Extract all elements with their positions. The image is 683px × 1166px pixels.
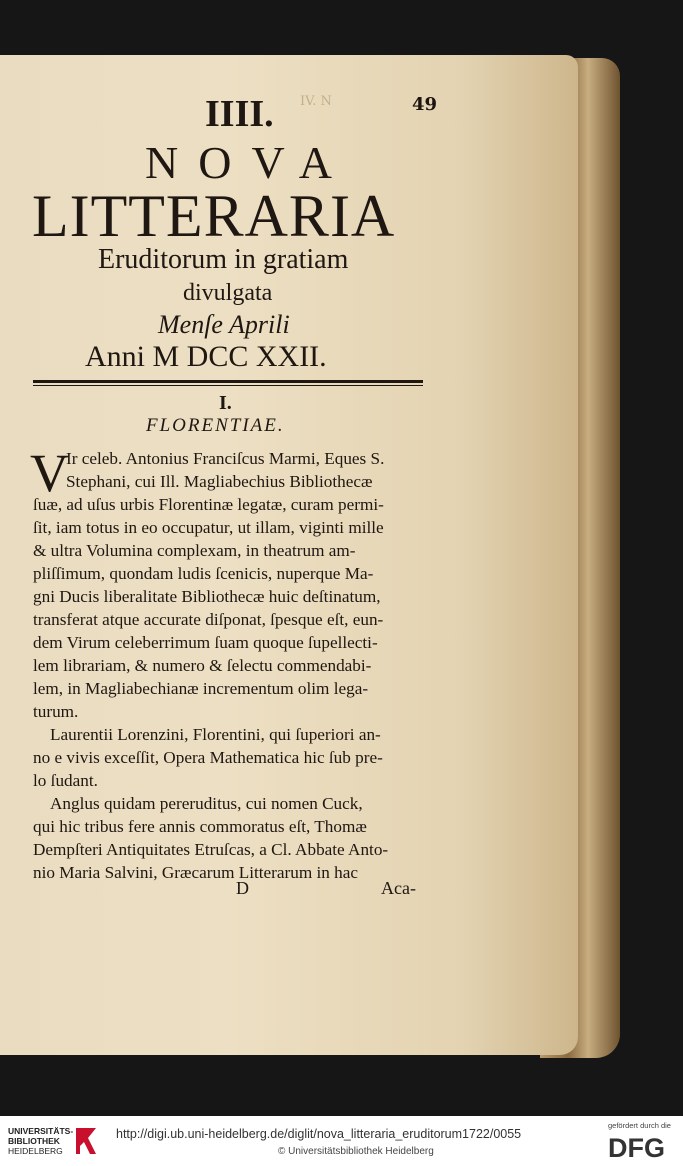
library-logo-icon <box>74 1124 100 1158</box>
body-line: ſit, iam totus in eo occupatur, ut illam, viginti mille <box>33 518 384 537</box>
body-line: nio Maria Salvini, Græcarum Litterarum in hac <box>33 863 359 882</box>
title-line-2: LITTERARIA <box>32 183 396 249</box>
body-line: no e vivis exceſſit, Opera Mathematica hic ſub pre- <box>33 748 383 767</box>
logo-line-3: HEIDELBERG <box>8 1146 63 1156</box>
body-line: Ir celeb. Antonius Franciſcus Marmi, Eques S. <box>66 449 385 468</box>
section-number: I. <box>219 392 232 414</box>
subtitle-line-2: divulgata <box>183 280 273 306</box>
issue-number: IIII. <box>205 93 274 135</box>
title-rule-thick <box>33 380 423 383</box>
permalink-url[interactable]: http://digi.ub.uni-heidelberg.de/diglit/nova_litteraria_eruditorum1722/0055 <box>116 1127 522 1141</box>
subtitle-line-1: Eruditorum in gratiam <box>98 244 349 275</box>
copyright-notice: © Universitätsbibliothek Heidelberg <box>278 1146 434 1157</box>
library-logo-text <box>8 1126 73 1156</box>
viewer-footer <box>0 1116 683 1166</box>
body-line: lem, in Magliabechianæ incrementum olim lega- <box>33 679 369 698</box>
body-line: lo ſudant. <box>33 771 98 790</box>
logo-line-1: UNIVERSITÄTS- <box>8 1126 74 1136</box>
dfg-logo-text: DFG <box>608 1133 665 1162</box>
body-line: transferat atque accurate diſponat, ſpesque eſt, eun- <box>33 610 384 629</box>
body-line: Dempſteri Antiquitates Etruſcas, a Cl. Abbate Anto- <box>33 840 389 859</box>
catchword: Aca- <box>381 878 416 898</box>
bleed-through-text: IV. N <box>300 94 332 109</box>
month-line: Menſe Aprili <box>158 310 290 339</box>
body-line: gni Ducis liberalitate Bibliothecæ huic deſtinatum, <box>33 587 381 606</box>
title-line-1: NOVA <box>145 137 352 188</box>
dfg-logo[interactable] <box>608 1132 678 1162</box>
body-line: ſuæ, ad uſus urbis Florentinæ legatæ, curam permi- <box>33 495 384 514</box>
section-title: FLORENTIAE. <box>146 415 285 436</box>
page-number: 49 <box>412 94 438 115</box>
body-line: dem Virum celeberrimum ſuam quoque ſupellecti- <box>33 633 378 652</box>
body-line: Laurentii Lorenzini, Florentini, qui ſuperiori an- <box>50 725 381 744</box>
drop-cap: V <box>30 443 69 503</box>
body-line: turum. <box>33 702 79 721</box>
year-line: Anni M DCC XXII. <box>85 340 327 373</box>
logo-line-2: BIBLIOTHEK <box>8 1136 60 1146</box>
body-line: lem librariam, & numero & ſelectu commendabi- <box>33 656 372 675</box>
funding-note: gefördert durch die <box>608 1121 671 1130</box>
body-line: & ultra Volumina complexam, in theatrum am- <box>33 541 356 560</box>
body-line: Anglus quidam pereruditus, cui nomen Cuck, <box>50 794 363 813</box>
title-rule-thin <box>33 385 423 386</box>
body-line: qui hic tribus fere annis commoratus eſt, Thomæ <box>33 817 367 836</box>
body-line: Stephani, cui Ill. Magliabechius Bibliothecæ <box>66 472 373 491</box>
library-logo[interactable] <box>8 1122 128 1160</box>
body-line: pliſſimum, quondam ludis ſcenicis, nuperque Ma- <box>33 564 374 583</box>
signature-mark: D <box>236 878 249 898</box>
